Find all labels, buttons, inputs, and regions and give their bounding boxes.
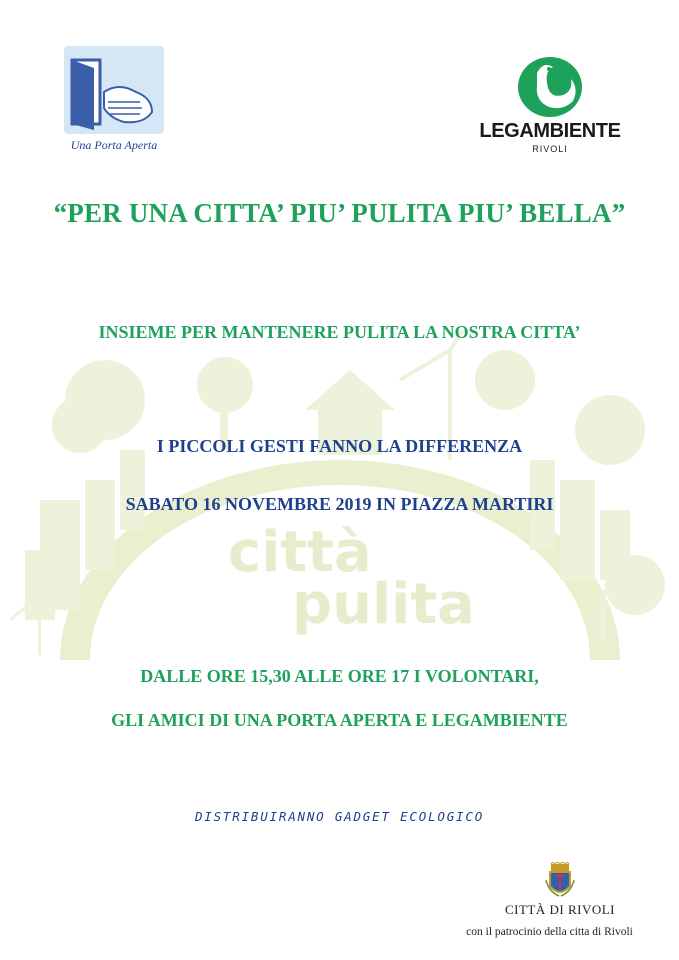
- line-friends: GLI AMICI DI UNA PORTA APERTA E LEGAMBIENTE: [111, 710, 568, 730]
- patronage-text: con il patrocinio della citta di Rivoli: [466, 926, 633, 938]
- legambiente-sublabel: RIVOLI: [532, 144, 568, 154]
- background-word-pulita: pulita: [292, 572, 475, 637]
- city-name: CITTÀ DI RIVOLI: [504, 902, 616, 917]
- line-insieme: INSIEME PER MANTENERE PULITA LA NOSTRA CITTA’: [98, 322, 581, 342]
- una-porta-aperta-label: Una Porta Aperta: [70, 138, 158, 152]
- legambiente-logo: [515, 55, 585, 120]
- door-hands-icon: [64, 46, 164, 136]
- background-word-citta: città: [228, 520, 372, 585]
- line-date-location: SABATO 16 NOVEMBRE 2019 IN PIAZZA MARTIRI: [125, 494, 554, 514]
- page-title: “PER UNA CITTA’ PIU’ PULITA PIU’ BELLA”: [53, 198, 626, 228]
- swan-icon: [515, 55, 585, 120]
- coat-of-arms-icon: [545, 862, 575, 900]
- legambiente-label: LEGAMBIENTE: [479, 120, 621, 142]
- line-gadget: DISTRIBUIRANNO GADGET ECOLOGICO: [194, 809, 485, 824]
- line-piccoli-gesti: I PICCOLI GESTI FANNO LA DIFFERENZA: [156, 436, 523, 456]
- line-hours: DALLE ORE 15,30 ALLE ORE 17 I VOLONTARI,: [140, 666, 539, 686]
